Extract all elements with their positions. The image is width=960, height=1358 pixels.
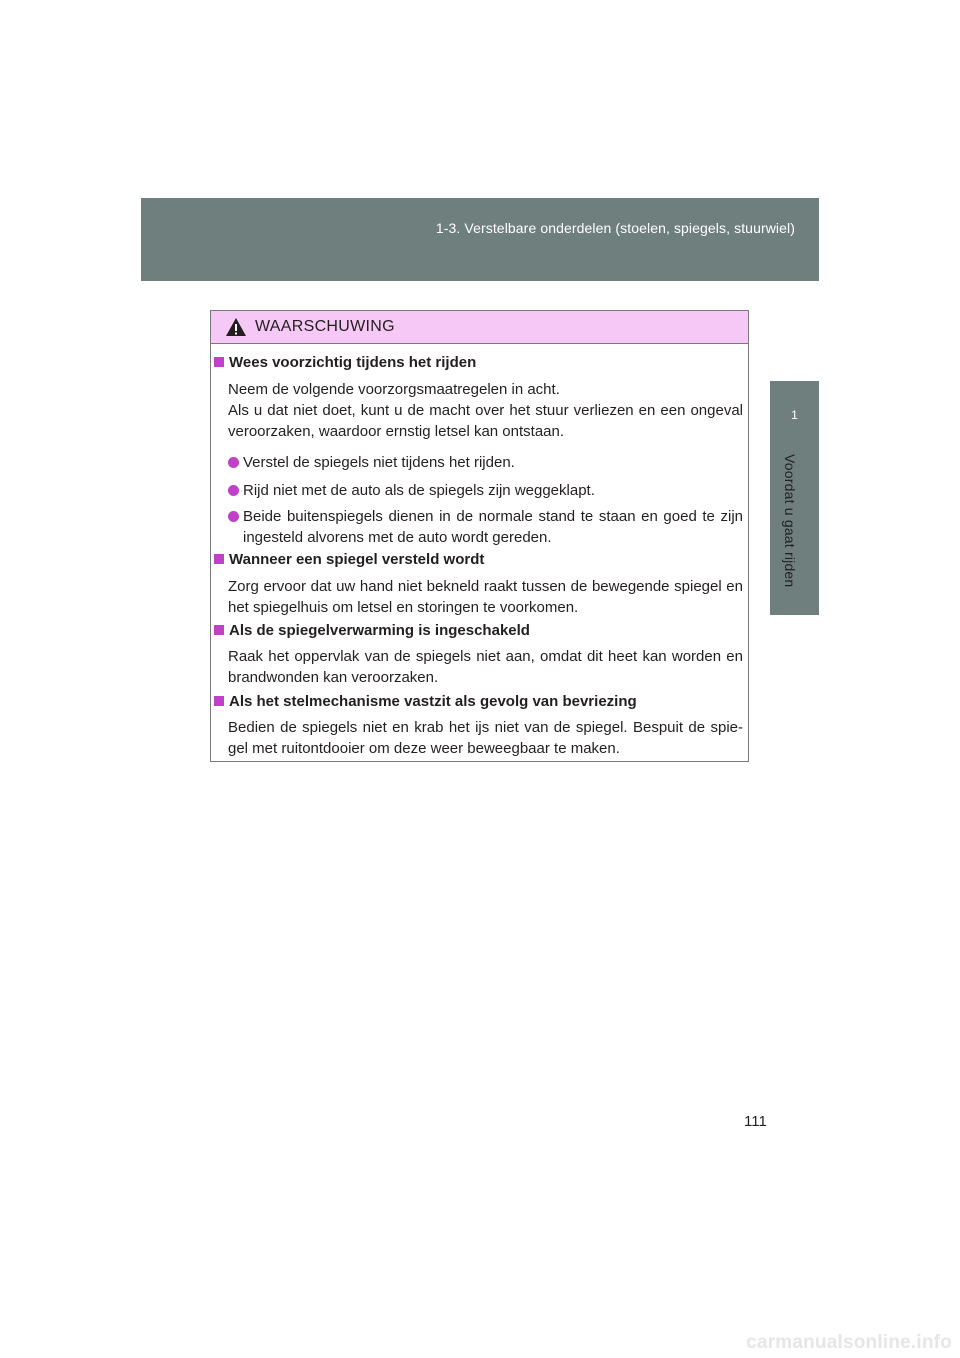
paragraph: Raak het oppervlak van de spiegels niet aan, omdat dit heet kan worden en brandwonden kan veroorzaken.	[228, 648, 743, 686]
paragraph: Zorg ervoor dat uw hand niet bekneld raakt tussen de bewegende spiegel en het spiegelhuis om letsel en storingen te voorkomen.	[228, 578, 743, 616]
paragraph: Als u dat niet doet, kunt u de macht over het stuur verliezen en een ongeval veroorzaken, waardoor ernstig letsel kan ontstaan.	[228, 402, 743, 440]
section-header-band	[141, 198, 819, 281]
section-heading: Als de spiegelverwarming is ingeschakeld	[214, 620, 530, 641]
section-heading: Als het stelmechanisme vastzit als gevolg van bevriezing	[214, 691, 637, 712]
round-bullet-icon	[228, 457, 239, 468]
chapter-label: Voordat u gaat rijden	[782, 454, 798, 588]
square-bullet-icon	[214, 625, 224, 635]
list-item: Verstel de spiegels niet tijdens het rijden.	[228, 452, 743, 473]
warning-triangle-icon	[225, 317, 247, 337]
section-heading: Wanneer een spiegel versteld wordt	[214, 549, 484, 570]
section-heading: Wees voorzichtig tijdens het rijden	[214, 352, 476, 373]
list-item: Beide buitenspiegels dienen in de normale stand te staan en goed te zijn ingesteld alvorens met de auto wordt gereden.	[228, 506, 743, 548]
chapter-number: 1	[791, 408, 798, 422]
paragraph: Bedien de spiegels niet en krab het ijs niet van de spiegel. Bespuit de spie-gel met ruitontdooier om deze weer beweegbaar te maken.	[228, 719, 743, 757]
list-item: Rijd niet met de auto als de spiegels zijn weggeklapt.	[228, 480, 743, 501]
square-bullet-icon	[214, 357, 224, 367]
section-title: 1-3. Verstelbare onderdelen (stoelen, spiegels, stuurwiel)	[435, 220, 795, 236]
square-bullet-icon	[214, 554, 224, 564]
chapter-side-strip	[770, 450, 819, 615]
page-number: 111	[744, 1113, 767, 1130]
square-bullet-icon	[214, 696, 224, 706]
chapter-tab	[770, 381, 819, 450]
paragraph: Neem de volgende voorzorgsmaatregelen in acht.	[228, 381, 560, 398]
round-bullet-icon	[228, 511, 239, 522]
watermark: carmanualsonline.info	[746, 1332, 952, 1353]
warning-header	[211, 311, 748, 344]
round-bullet-icon	[228, 485, 239, 496]
warning-title: WAARSCHUWING	[255, 318, 395, 335]
warning-box	[210, 310, 749, 762]
